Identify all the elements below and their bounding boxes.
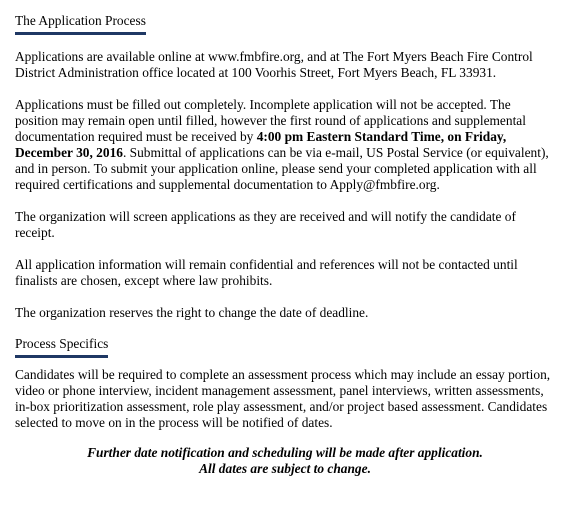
paragraph-confidentiality-text: All application information will remain confidential and references will not be contacted until finalists are chosen, except where law prohibits. <box>15 257 518 288</box>
paragraph-assessment <box>15 367 555 431</box>
footer-note <box>15 445 555 477</box>
paragraph-deadline-change <box>15 305 555 321</box>
paragraph-requirements <box>15 97 555 193</box>
paragraph-availability-text: Applications are available online at www.fmbfire.org, and at The Fort Myers Beach Fire Control District Administration office located at 100 Voorhis Street, Fort Myers Beach, FL 33931. <box>15 49 533 80</box>
paragraph-confidentiality <box>15 257 555 289</box>
section-heading-application-process: The Application Process <box>15 13 146 35</box>
document <box>15 13 555 477</box>
paragraph-screening <box>15 209 555 241</box>
paragraph-deadline-change-text: The organization reserves the right to change the date of deadline. <box>15 305 369 320</box>
footer-line-1: Further date notification and scheduling will be made after application. <box>87 445 483 460</box>
paragraph-requirements-text-b: . Submittal of applications can be via e-mail, US Postal Service (or equivalent), and in person. To submit your application online, please send your completed application with all required certifications and supplemental documentation to Apply@fmbfire.org. <box>15 145 549 192</box>
paragraph-assessment-text: Candidates will be required to complete an assessment process which may include an essay portion, video or phone interview, incident management assessment, panel interviews, written assessments, in-box prioritization assessment, role play assessment, and/or project based assessment. Candidates selected to move on in the process will be notified of dates. <box>15 367 551 430</box>
deadline-text: 4:00 pm Eastern Standard Time, on Friday, December 30, 2016 <box>15 129 507 160</box>
footer-line-2: All dates are subject to change. <box>199 461 371 476</box>
paragraph-screening-text: The organization will screen applications as they are received and will notify the candidate of receipt. <box>15 209 516 240</box>
section-heading-process-specifics: Process Specifics <box>15 336 108 358</box>
paragraph-availability <box>15 49 555 81</box>
paragraph-requirements-text-a: Applications must be filled out completely. Incomplete application will not be accepted. The position may remain open until filled, however the first round of applications and supplemental documentation required must be received by <box>15 97 526 144</box>
